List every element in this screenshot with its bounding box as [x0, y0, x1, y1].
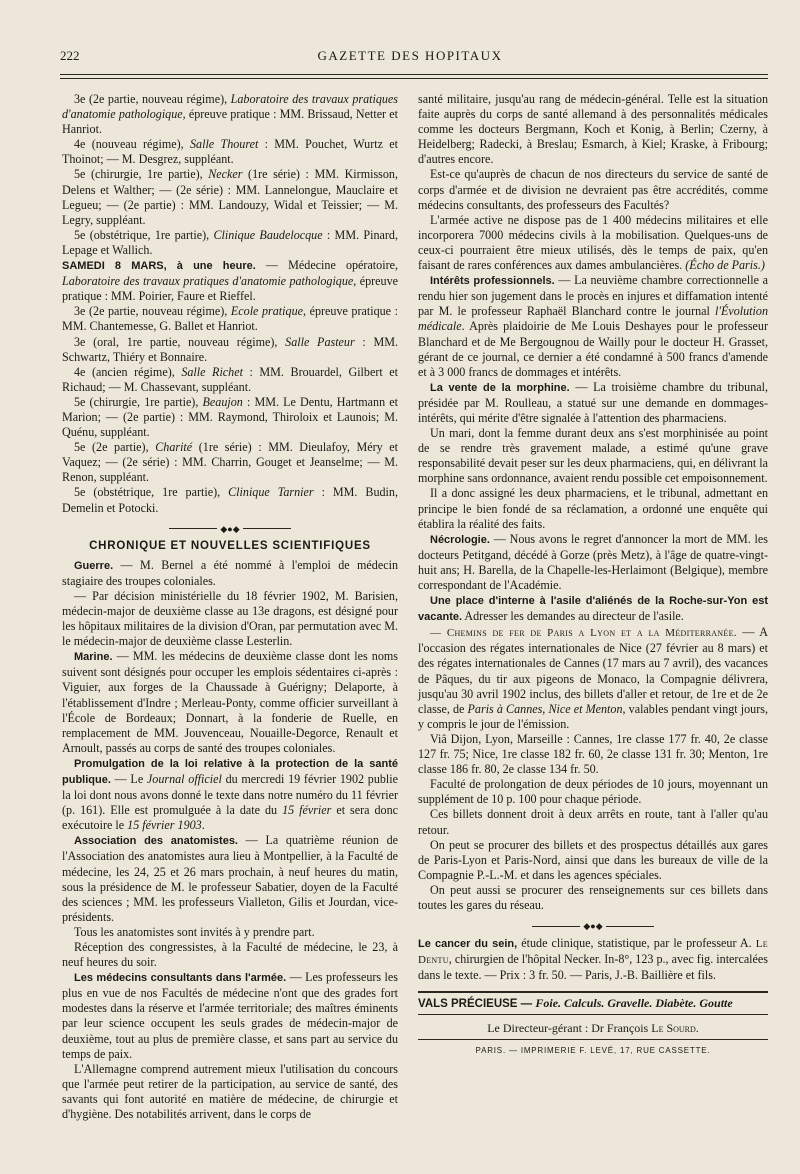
journal-title: GAZETTE DES HOPITAUX: [317, 48, 503, 63]
article-association-3: Réception des congressistes, à la Faculté de médecine, le 23, à neuf heures du soir.: [62, 940, 398, 970]
article-guerre: Guerre. — M. Bernel a été nommé à l'emploi de médecin stagiaire des troupes coloniales.: [62, 557, 398, 588]
article-interets: Intérêts professionnels. — La neuvième chambre correctionnelle a rendu hier son jugement dans le procès en injures et diffamation intenté par M. le professeur Raphaël Blanchard contre le journal l'Évolution médicale. Après plaidoirie de Me Louis Deshayes pour le professeur Blanchard et de Me Bergougnou de Wailly pour le docteur H. Grasset, gérant de ce journal, ce dernier a été condamné à 500 francs d'amende et à 3 000 francs de dommages et intérêts.: [418, 273, 768, 379]
ornament-divider: ◆●◆: [418, 919, 768, 932]
exam-entry: 5e (obstétrique, 1re partie), Clinique Tarnier : MM. Budin, Demelin et Potocki.: [62, 485, 398, 515]
exam-entry: 5e (chirurgie, 1re partie), Necker (1re série) : MM. Kirmisson, Delens et Walther; — (2e série) : MM. Lannelongue, Mauclaire et Legueu; — (2e partie) : MM. Landouzy, Widal et Teissier; — M. Legry, suppléant.: [62, 167, 398, 227]
article-paragraph: Est-ce qu'auprès de chacun de nos directeurs du service de santé de corps d'armée et de division ne devraient pas être accrédités, comme médecins consultants, des professeurs des Facultés?: [418, 167, 768, 212]
left-column: [62, 92, 398, 1122]
exam-list-2: [62, 304, 398, 515]
article-continuation: santé militaire, jusqu'au rang de médecin-général. Telle est la situation faite auprès du corps de santé allemand à des personnalités médicales comme les docteurs Bergmann, Koch et Konig, à Berlin; Czerny, à Heidelberg; Radecki, à Breslau; Esmarch, à Kiel; Kraske, à Fribourg; d'autres encore.: [418, 92, 768, 167]
article-morphine-3: Il a donc assigné les deux pharmaciens, et le tribunal, admettant en principe le bien fondé de sa réclamation, a ordonné une enquête qui établira la réalité des faits.: [418, 486, 768, 531]
director-line: Le Directeur-gérant : Dr François Le Sourd.: [487, 1021, 699, 1036]
section-title: CHRONIQUE ET NOUVELLES SCIENTIFIQUES: [89, 539, 371, 552]
article-allemagne: L'Allemagne comprend autrement mieux l'utilisation du concours que l'armée peut retirer de la participation, au service de santé, des savants qui font autorité en matière de médecine, de chirurgie et d'hygiène. Des notabilités arrivent, dans le corps de: [62, 1061, 398, 1122]
article-chemins: — Chemins de fer de Paris a Lyon et a la Méditerranée. — A l'occasion des régates internationales de Nice (27 février au 8 mars) et des régates internationales de Cannes (17 mars au 7 avril), des vacances de Pâques, du tir aux pigeons de Monaco, la Compagnie délivrera, jusqu'au 30 avril 1902 inclus, des billets d'aller et retour, de 1re et de 2e classe, de Paris à Cannes, Nice et Menton, valables pendant vingt jours, y compris le jour de l'émission.: [418, 625, 768, 731]
exam-entry: 5e (chirurgie, 1re partie), Beaujon : MM. Le Dentu, Hartmann et Marion; — (2e partie) : MM. Raymond, Thiroloix et Launois; M. Quénu, suppléant.: [62, 394, 399, 440]
samedi-entry: SAMEDI 8 MARS, à une heure. — Médecine opératoire, Laboratoire des travaux pratiques d'anatomie pathologique, épreuve pratique : MM. Poirier, Faure et Rieffel.: [62, 258, 398, 304]
article-marine: Marine. — MM. les médecins de deuxième classe dont les noms suivent sont désignés pour occuper les emplois sédentaires ci-après : Viguier, aux forges de la Chaussade à Guérigny; Delaporte, à l'établissement d'Indre ; Merleau-Ponty, comme officier surveillant à l'École de Bordeaux; Donnart, à la fonderie de Ruelle, en remplacement de MM. Jouvenceau, Nouaille-Degorce, Renault et Arnoult, passés au corps de santé des troupes coloniales.: [62, 649, 398, 755]
exam-entry: 3e (2e partie, nouveau régime), Laboratoire des travaux pratiques d'anatomie pathologique, épreuve pratique : MM. Brissaud, Netter et Hanriot.: [62, 92, 399, 137]
article-guerre-2: — Par décision ministérielle du 18 février 1902, M. Barisien, médecin-major de deuxième classe au 13e dragons, est désigné pour les hôpitaux militaires de la division d'Oran, par permutation avec M. le médecin-major de deuxième classe Lesterlin.: [62, 588, 399, 649]
article-prolongation: Faculté de prolongation de deux périodes de 10 jours, moyennant un supplément de 10 p. 100 pour chaque période.: [418, 777, 768, 807]
printer-imprint: PARIS. — IMPRIMERIE F. LEVÉ, 17, RUE CASSETTE.: [418, 1039, 768, 1058]
exam-entry: 4e (nouveau régime), Salle Thouret : MM. Pouchet, Wurtz et Thoinot; — M. Desgrez, suppléant.: [62, 137, 398, 167]
article-source: (Écho de Paris.): [685, 258, 765, 273]
article-association: Association des anatomistes. — La quatrième réunion de l'Association des anatomistes aura lieu à Montpellier, à la Faculté de médecine, les 24, 25 et 26 mars prochain, à neuf heures du matin, sous la présidence de M. le professeur Sabatier, doyen de la Faculté des sciences ; MM. les professeurs Vialleton, Gilis et Jourdan, vice-présidents.: [62, 833, 398, 924]
article-arrets: Ces billets donnent droit à deux arrêts en route, tant à l'aller qu'au retour.: [418, 807, 768, 837]
exam-list: [62, 92, 398, 258]
article-association-2: Tous les anatomistes sont invités à y prendre part.: [74, 924, 315, 939]
right-column: [418, 92, 768, 1059]
article-paragraph: L'armée active ne dispose pas de 1 400 médecins militaires et elle incorporera 7000 médecins civils à la mobilisation. Quelques-uns de ceux-ci pourraient être mieux utilisés, dès le temps de paix, qu'en faisant de rares conférences aux dames ambulancières. (Écho de Paris.): [418, 212, 768, 273]
exam-entry: 3e (2e partie, nouveau régime), Ecole pratique, épreuve pratique : MM. Chantemesse, G. Ballet et Hanriot.: [62, 304, 398, 334]
ornament-divider: ◆●◆: [62, 522, 398, 535]
header-rule: [60, 74, 768, 75]
article-consultants: Les médecins consultants dans l'armée. — Les professeurs les plus en vue de nos Facultés de médecine n'ont que des grades fort modestes dans la réserve et l'armée territoriale; des maîtres éminents par leur science occupent les seuls grades de médecin-major de deuxième, tout au plus de première classe, et sans part au service du temps de paix.: [62, 970, 398, 1061]
article-morphine: La vente de la morphine. — La troisième chambre du tribunal, présidée par M. Roulleau, a statué sur une demande en dommages-intérêts, qui mérite d'être signalée à l'attention des pharmaciens.: [418, 379, 768, 425]
exam-entry: 4e (ancien régime), Salle Richet : MM. Brouardel, Gilbert et Richaud; — M. Chassevant, suppléant.: [62, 364, 398, 394]
page-header: [60, 48, 760, 68]
page-number: 222: [60, 48, 80, 63]
exam-entry: 5e (obstétrique, 1re partie), Clinique Baudelocque : MM. Pinard, Lepage et Wallich.: [62, 227, 398, 257]
article-renseignements: On peut aussi se procurer des renseignements sur ces billets dans toutes les gares du réseau.: [418, 882, 768, 912]
header-rule-double: [60, 78, 768, 79]
vals-advertisement: VALS PRÉCIEUSE — Foie. Calculs. Gravelle. Diabète. Goutte: [418, 991, 768, 1015]
book-notice: Le cancer du sein, étude clinique, statistique, par le professeur A. Le Dentu, chirurgien de l'hôpital Necker. In-8°, 123 p., avec fig. intercalées dans le texte. — Prix : 3 fr. 50. — Paris, J.-B. Baillière et fils.: [418, 936, 768, 983]
article-gares: On peut se procurer des billets et des prospectus détaillés aux gares de Paris-Lyon et Paris-Nord, ainsi que dans les bureaux de ville de la Compagnie P.-L.-M. et dans les agences spéciales.: [418, 837, 768, 882]
exam-entry: 3e (oral, 1re partie, nouveau régime), Salle Pasteur : MM. Schwartz, Thiéry et Bonnaire.: [62, 334, 399, 364]
article-interne: Une place d'interne à l'asile d'aliénés de la Roche-sur-Yon est vacante. Adresser les demandes au directeur de l'asile.: [418, 595, 768, 624]
exam-entry: 5e (2e partie), Charité (1re série) : MM. Dieulafoy, Méry et Vaquez; — (2e série) : MM. Charrin, Gouget et Jeanselme; — M. Renon, suppléant.: [62, 440, 398, 485]
article-necrologie: Nécrologie. — Nous avons le regret d'annoncer la mort de MM. les docteurs Petitgand, décédé à Gorze (près Metz), à l'âge de quatre-vingt-huit ans; H. Barella, de la Chapelle-les-Herlaimont (Belgique), membre correspondant de l'Académie.: [418, 531, 768, 592]
article-morphine-2: Un mari, dont la femme durant deux ans s'est morphinisée au point de se rendre très gravement malade, a estimé qu'une grave responsabilité devait peser sur les deux pharmaciens, qui, en délivrant la morphine sans ordonnance, avaient rendu possible cet empoisonnement.: [418, 426, 768, 486]
article-promulgation: Promulgation de la loi relative à la protection de la santé publique. — Le Journal officiel du mercredi 19 février 1902 publie la loi dont nous avons donné le texte dans notre numéro du 11 février (p. 161). Elle est promulguée à la date du 15 février et sera donc exécutoire le 15 février 1903.: [62, 757, 398, 833]
article-tarifs: Viâ Dijon, Lyon, Marseille : Cannes, 1re classe 177 fr. 40, 2e classe 127 fr. 75; Nice, 1re classe 182 fr. 60, 2e classe 131 fr. 30; Menton, 1re classe 186 fr. 80, 2e classe 134 fr. 50.: [418, 731, 768, 777]
